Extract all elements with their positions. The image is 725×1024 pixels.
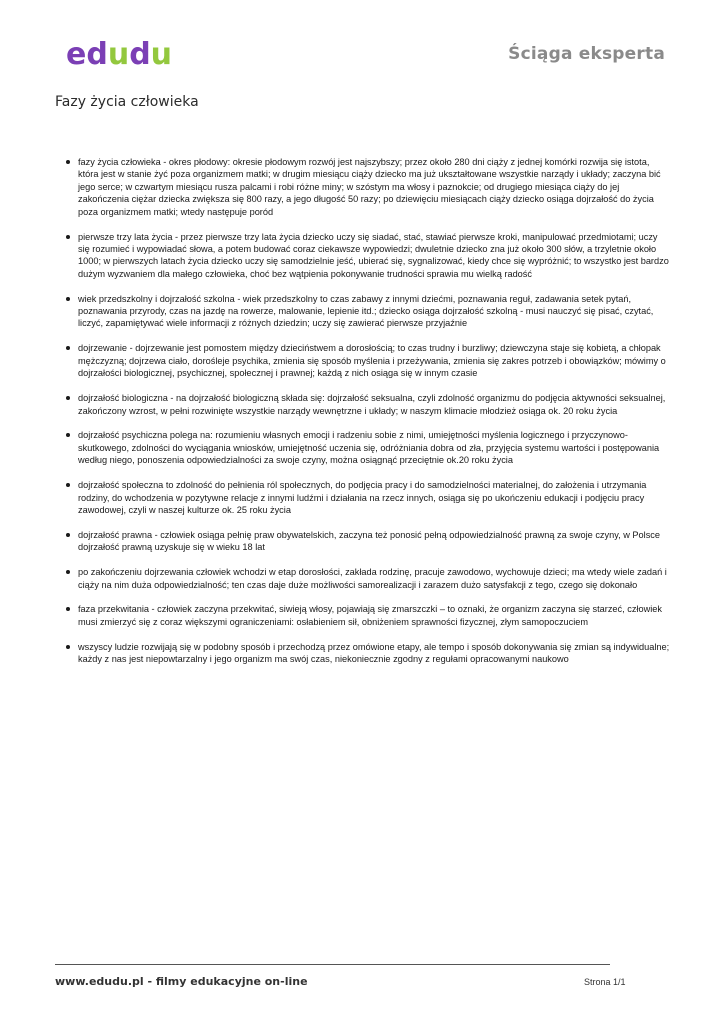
bullet-icon [66,433,70,437]
list-item [66,529,670,554]
bullet-icon [66,396,70,400]
footer-page-number: Strona 1/1 [584,977,626,987]
list-item-text: wszyscy ludzie rozwijają się w podobny sposób i przechodzą przez omówione etapy, ale tempo i sposób dokonywania się zmian są indywidualne; każdy z nas jest niepowtarzalny i jego organizm ma swój czas, niekoniecznie zgodny z regułami opracowanymi naukowo [78,641,670,665]
bullet-icon [66,570,70,574]
list-item-text: dojrzałość społeczna to zdolność do pełnienia ról społecznych, do podjęcia pracy i do samodzielności materialnej, do założenia i utrzymania rodziny, do wchodzenia w pozytywne relacje z innymi ludźmi i działania na rzecz innych, osiąga się po ukończeniu edukacji i podjęciu pracy zawodowej, czyli w naszej kulturze ok. 25 roku życia [78,480,647,515]
list-item-text: dojrzałość psychiczna polega na: rozumieniu własnych emocji i radzeniu sobie z nimi, umiejętności myślenia logicznego i przyczynowo-skutkowego, zdolności do wyciągania wniosków, umiejętność uczenia się, odróżniania dobra od zła, przyjęcia systemu wartości i postępowania według niego, ponoszenia odpowiedzialności za swoje czyny, można osiągnąć przeciętnie ok.20 roku życia [78,430,660,466]
bullet-icon [66,645,70,649]
list-item-text: po zakończeniu dojrzewania człowiek wchodzi w etap dorosłości, zakłada rodzinę, pracuje zawodowo, wychowuje dzieci; ma wtedy wiele zadań i ciąży na nim duża odpowiedzialność; ten czas daje duże możliwości samorealizacji i zarazem dużo satysfakcji z tego, czego się dokonało [78,567,667,590]
header-tagline: Ściąga eksperta [508,44,665,64]
bullet-icon [66,607,70,611]
bullet-icon [66,160,70,164]
content-list [66,156,670,678]
bullet-icon [66,346,70,350]
list-item-text: dojrzewanie - dojrzewanie jest pomostem między dzieciństwem a dorosłością; to czas trudny i burzliwy; dziewczyna staje się kobietą, a chłopak mężczyzną; dojrzewa ciało, dorośleje psychika, zmienia się sposób myślenia i przeżywania, zmienia się zakres potrzeb i obowiązków; mówimy o dojrzałości biologicznej, psychicznej, społecznej i prawnej; każdą z nich osiąga się w innym czasie [78,343,666,379]
bullet-icon [66,483,70,487]
list-item-text: faza przekwitania - człowiek zaczyna przekwitać, siwieją włosy, pojawiają się zmarszczki – to oznaki, że organizm zaczyna się starzeć, człowiek musi zmierzyć się z coraz większymi ograniczeniami: osłabieniem sił, obniżeniem sprawności fizycznej, złym samopoczuciem [78,604,662,627]
list-item [66,231,670,281]
list-item [66,479,670,516]
list-item [66,156,670,218]
list-item [66,293,670,330]
footer-site-link[interactable]: www.edudu.pl - filmy edukacyjne on-line [55,975,308,988]
list-item [66,641,670,666]
list-item [66,603,670,628]
edudu-logo[interactable] [66,38,176,72]
list-item-text: dojrzałość prawna - człowiek osiąga pełnię praw obywatelskich, zaczyna też ponosić pełną odpowiedzialność prawną za swoje czyny, w Polsce dojrzałość prawną uzyskuje się w wieku 18 lat [78,529,660,553]
bullet-icon [66,297,70,301]
list-item [66,342,670,379]
list-item-text: dojrzałość biologiczna - na dojrzałość biologiczną składa się: dojrzałość seksualna, czyli zdolność organizmu do podjęcia aktywności seksualnej, zakończony wzrost, w pełni rozwinięte wszystkie narządy wewnętrzne i układy; w naszym klimacie młodzież osiąga ok. 20 roku życia [78,393,666,416]
footer-divider [55,964,610,965]
list-item-text: fazy życia człowieka - okres płodowy: okresie płodowym rozwój jest najszybszy; przez około 280 dni ciąży z jednej komórki rozwija się istota, która jest w stanie żyć poza organizmem matki; w drugim miesiącu ciąży dziecko ma już ukształtowane wszystkie narządy i układy; zaczyna bić jego serce; w czwartym miesiącu rusza palcami i robi różne miny; w szóstym ma włosy i paznokcie; od drugiego miesiąca ciąży do jej zakończenia ciężar dziecka zwiększa się 800 razy, a jego długość 50 razy; po dziewięciu miesiącach ciąży dziecko osiąga dojrzałość do życia poza organizmem matki; wtedy następuje poród [78,157,661,217]
bullet-icon [66,533,70,537]
list-item-text: wiek przedszkolny i dojrzałość szkolna - wiek przedszkolny to czas zabawy z innymi dziećmi, poznawania reguł, zadawania setek pytań, poznawania przyrody, czas na jazdę na rowerze, malowanie, lepienie itd.; dziecko osiąga dojrzałość szkolną - musi nauczyć się pisać, czytać, liczyć, zapamiętywać wiele informacji z różnych dziedzin; uczy się zawierać pierwsze przyjaźnie [78,293,654,329]
list-item [66,392,670,417]
page-title: Fazy życia człowieka [55,94,199,110]
list-item [66,429,670,466]
bullet-icon [66,235,70,239]
svg-text:edudu: edudu [66,38,173,72]
list-item-text: pierwsze trzy lata życia - przez pierwsze trzy lata życia dziecko uczy się siadać, stać, stawiać pierwsze kroki, manipulować przedmiotami; uczy się rozumieć i wypowiadać słowa, a potem budować coraz ciekawsze wypowiedzi; dwuletnie dziecko zna już około 300 słów, a trzyletnie około 1000; w pierwszych latach życia dziecko uczy się samodzielnie jeść, ubierać się, sygnalizować, kiedy chce się wypróżnić; to wszystko jest bardzo dużym wyzwaniem dla małego człowieka, choć bez wątpienia pokonywanie trudności sprawia mu wielką radość [78,231,669,279]
list-item [66,566,670,591]
